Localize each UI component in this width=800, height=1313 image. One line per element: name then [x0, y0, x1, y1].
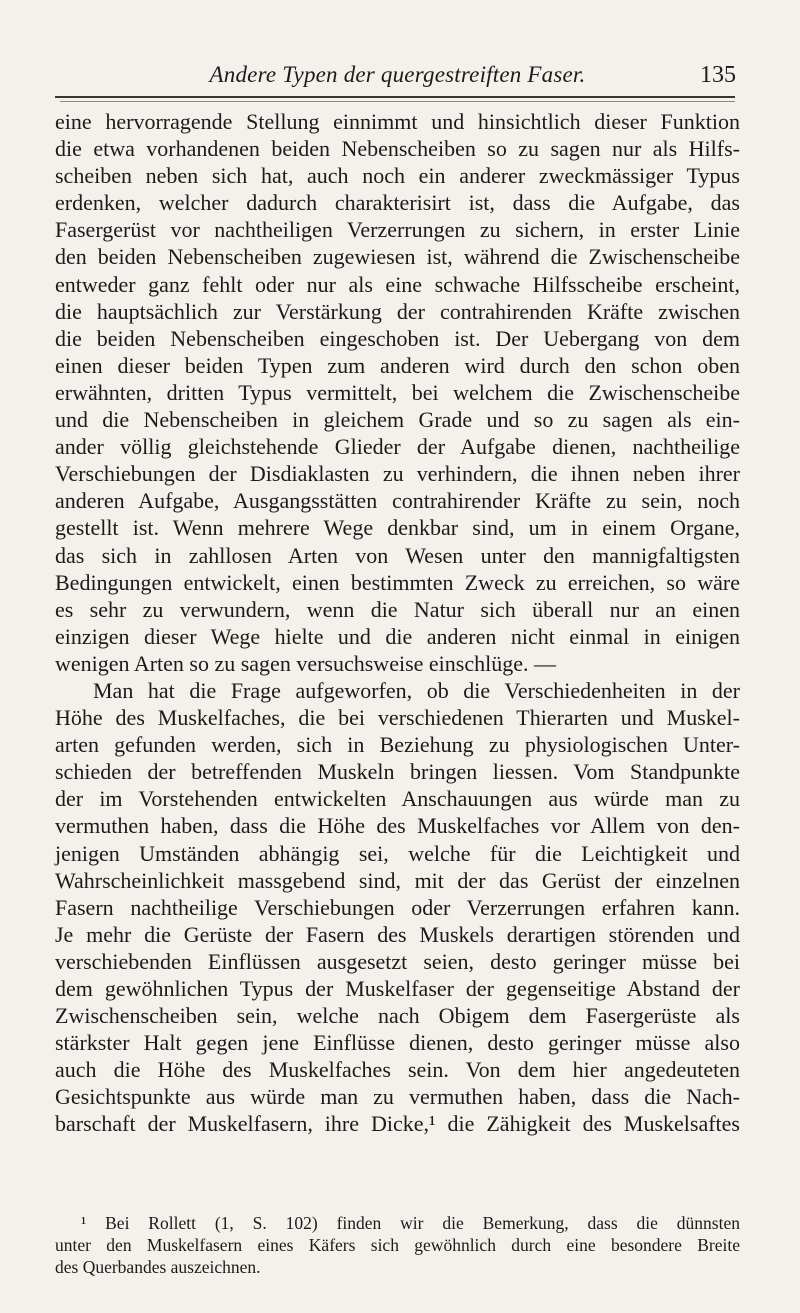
text-line: wenigen Arten so zu sagen versuchsweise einschlüge. —: [55, 650, 556, 676]
text-line: scheiben neben sich hat, auch noch ein anderer zweckmässiger Typus: [55, 163, 740, 189]
footnotes: [55, 1212, 740, 1278]
text-line: Fasern nachtheilige Verschiebungen oder Verzerrungen erfahren kann.: [55, 894, 740, 920]
text-line: erwähnten, dritten Typus vermittelt, bei welchem die Zwischenscheibe: [55, 379, 740, 405]
text-line: der im Vorstehenden entwickelten Anschauungen aus würde man zu: [55, 786, 740, 812]
page-header: [55, 62, 740, 98]
text-line: verschiebenden Einflüssen ausgesetzt seien, desto geringer müsse bei: [55, 948, 740, 974]
header-rule-thin: [60, 101, 735, 102]
text-line: arten gefunden werden, sich in Beziehung zu physiologischen Unter-: [55, 732, 740, 758]
text-line: erdenken, welcher dadurch charakterisirt ist, dass die Aufgabe, das: [55, 190, 740, 216]
text-line: vermuthen haben, dass die Höhe des Muskelfaches vor Allem von den-: [55, 813, 740, 839]
header-rule: [55, 96, 735, 98]
text-line: einen dieser beiden Typen zum anderen wird durch den schon oben: [55, 352, 740, 378]
text-line: und die Nebenscheiben in gleichem Grade und so zu sagen als ein-: [55, 407, 740, 433]
text-line: die beiden Nebenscheiben eingeschoben ist. Der Uebergang von dem: [55, 325, 740, 351]
text-line: die etwa vorhandenen beiden Nebenscheiben so zu sagen nur als Hilfs-: [55, 136, 740, 162]
text-line: barschaft der Muskelfasern, ihre Dicke,¹ die Zähigkeit des Muskelsaftes: [55, 1111, 740, 1137]
text-line: es sehr zu verwundern, wenn die Natur sich überall nur an einen: [55, 596, 740, 622]
footnote-line: des Querbandes auszeichnen.: [55, 1257, 261, 1277]
footnote-line: unter den Muskelfasern eines Käfers sich gewöhnlich durch eine besondere Breite: [55, 1235, 740, 1255]
text-line: die hauptsächlich zur Verstärkung der contrahirenden Kräfte zwischen: [55, 298, 740, 324]
text-line: entweder ganz fehlt oder nur als eine schwache Hilfsscheibe erscheint,: [55, 271, 740, 297]
page-number: 135: [700, 62, 736, 88]
text-line: Je mehr die Gerüste der Fasern des Muskels derartigen störenden und: [55, 921, 740, 947]
text-line: auch die Höhe des Muskelfaches sein. Von dem hier angedeuteten: [55, 1057, 740, 1083]
text-line: Wahrscheinlichkeit massgebend sind, mit der das Gerüst der einzelnen: [55, 867, 740, 893]
text-line: Verschiebungen der Disdiaklasten zu verhindern, die ihnen neben ihrer: [55, 461, 740, 487]
text-line: Fasergerüst vor nachtheiligen Verzerrungen zu sichern, in erster Linie: [55, 217, 740, 243]
text-line: Man hat die Frage aufgeworfen, ob die Verschiedenheiten in der: [93, 677, 740, 703]
text-line: den beiden Nebenscheiben zugewiesen ist, während die Zwischenscheibe: [55, 244, 740, 270]
body-text: [55, 108, 740, 1138]
text-line: stärkster Halt gegen jene Einflüsse dienen, desto geringer müsse also: [55, 1030, 740, 1056]
text-line: anderen Aufgabe, Ausgangsstätten contrahirender Kräfte zu sein, noch: [55, 488, 740, 514]
text-line: Bedingungen entwickelt, einen bestimmten Zweck zu erreichen, so wäre: [55, 569, 740, 595]
text-line: einzigen dieser Wege hielte und die anderen nicht einmal in einigen: [55, 623, 740, 649]
text-line: dem gewöhnlichen Typus der Muskelfaser der gegenseitige Abstand der: [55, 976, 740, 1001]
running-title: Andere Typen der quergestreiften Faser.: [209, 62, 586, 87]
text-line: ander völlig gleichstehende Glieder der Aufgabe dienen, nachtheilige: [55, 434, 740, 460]
text-line: gestellt ist. Wenn mehrere Wege denkbar sind, um in einem Organe,: [55, 515, 740, 541]
text-line: eine hervorragende Stellung einnimmt und hinsichtlich dieser Funktion: [55, 109, 740, 134]
text-line: Höhe des Muskelfaches, die bei verschiedenen Thierarten und Muskel-: [55, 705, 740, 731]
text-line: Zwischenscheiben sein, welche nach Obigem dem Fasergerüste als: [55, 1003, 740, 1029]
text-line: das sich in zahllosen Arten von Wesen unter den mannigfaltigsten: [55, 542, 740, 568]
text-line: schieden der betreffenden Muskeln bringen liessen. Vom Standpunkte: [55, 759, 740, 785]
text-line: Gesichtspunkte aus würde man zu vermuthen haben, dass die Nach-: [55, 1084, 740, 1110]
footnote-line: ¹ Bei Rollett (1, S. 102) finden wir die Bemerkung, dass die dünnsten: [81, 1213, 740, 1233]
text-line: jenigen Umständen abhängig sei, welche für die Leichtigkeit und: [55, 840, 740, 866]
